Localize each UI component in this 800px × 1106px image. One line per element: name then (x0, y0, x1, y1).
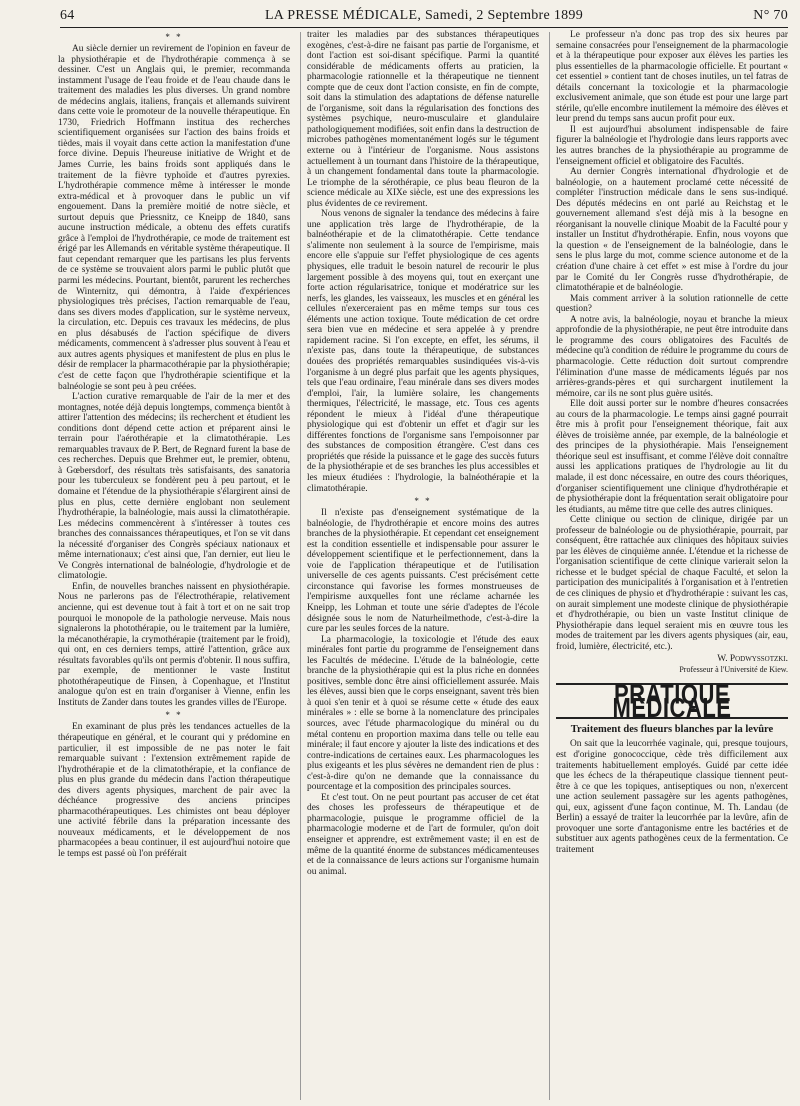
article-title: Traitement des flueurs blanches par la levûre (570, 723, 774, 735)
section-separator: * * (414, 496, 432, 507)
section-separator: * * (165, 710, 183, 721)
header-rule (60, 27, 788, 28)
author-title: Professeur à l'Université de Kiew. (679, 664, 788, 674)
paragraph: Elle doit aussi porter sur le nombre d'heures consacrées au cours de la pharmacologie. Le temps ainsi gagné pourrait être mis à profit pour l'enseignement théorique, fait aux élèves de troisième année, par exemple, de la balnéologie et des principes de la physiothérapie. Mais l'enseignement théorique seul est insuffisant, et comme l'élève doit connaître aussi les applications pratiques de l'hydrologie au lit du malade, il est donc nécessaire, en outre des cours théoriques, d'organiser scientifiquement une clinique d'hydrothérapie et de physiothérapie dont la fréquentation serait obligatoire pour les étudiants, au même titre que celle des autres cliniques. (556, 399, 788, 515)
column-3 (556, 30, 788, 1100)
column-divider (300, 32, 301, 1100)
page-number: 64 (60, 8, 75, 23)
paragraph: En examinant de plus près les tendances actuelles de la thérapeutique en général, et le courant qui y prédomine en particulier, il est impossible de ne pas noter le fait remarquable suivant : l'extension extrêmement rapide de l'hydrothérapie et de la climatothérapie, et la confiance de plus en plus grande du médecin dans l'action thérapeutique des divers agents physiques, marchent de pair avec la déchéance progressive des anciens principes pharmacothérapeutiques. Les chimistes ont beau déployer une activité fébrile dans la préparation incessante des nouveaux médicaments, et le développement de nos pharmacopées a beau continuer, il est aujourd'hui notoire que le temps est passé où l'on préférait (58, 722, 290, 860)
section-separator: * * (165, 32, 183, 42)
paragraph: Au dernier Congrès international d'hydrologie et de balnéologie, on a hautement proclamé cette nécessité de compléter l'instruction médicale dans le sens sus-indiqué. Des députés médecins en ont parlé au Reichstag et le gouvernement allemand s'est déjà mis à la besogne en réorganisant la nouvelle clinique Moabit de la Faculté pour y installer un Institut d'hydrothérapie. Enfin, nous voyons que la question « de l'enseignement de la balnéologie, dans le sens le plus large du mot, comme science autonome et de la création d'une chaire à cet effet » est mise à l'ordre du jour par le Comité du Ier Congrès russe d'hydrothérapie, de climatothérapie et de balnéologie. (556, 167, 788, 294)
paragraph: Au siècle dernier un revirement de l'opinion en faveur de la physiothérapie et de l'hydrothérapie commença à se dessiner. C'est un Anglais qui, le premier, recommanda instamment l'usage de l'eau froide et de l'eau chaude dans le traitement des maladies les plus diverses. Un grand nombre de médecins anglais, italiens, français et allemands suivirent dans cette voie le promoteur de la nouvelle thérapeutique. En 1730, Friedrich Hoffmann institua des recherches scientifiquement organisées sur l'action des bains froids et tièdes, mais il voyait dans cette action la manifestation d'une force divine. Depuis l'heureuse initiative de Wright et de James Currie, les bains froids sont appliqués dans le traitement de la fièvre typhoïde et d'autres pyrexies. L'hydrothérapie commence même à intéresser le monde extra-médical et à provoquer dans le public un vif engouement. Dans la première moitié de notre siècle, et surtout depuis que Priessnitz, ce Kneipp de 1840, sans aucune instruction médicale, a obtenu des effets curatifs grâce à l'emploi de l'hydrothérapie, ce mode de traitement est érigé par les Allemands en véritable système thérapeutique. Il faut cependant remarquer que les partisans les plus fervents de ce système se trouvaient alors parmi le public plutôt que parmi les médecins. Pourtant, bientôt, parurent les recherches de Winternitz, qui démontra, à l'aide d'expériences physiologiques très précises, l'action remarquable de l'eau, dans ses divers modes d'application, sur le système nerveux, la circulation, etc. Depuis ces travaux les médecins, de plus en plus désabusés de l'action spécifique de divers médicaments, commencent à s'adresser plus souvent à l'eau et aux autres agents physiques et manifestent de plus en plus le désir de remplacer la pharmacothérapie par la physiothérapie; c'est de cette façon que l'hydrothérapie scientifique et la balnéologie se sont peu à peu créées. (58, 44, 290, 392)
issue-number: N° 70 (753, 8, 788, 23)
column-divider (549, 32, 550, 1100)
paragraph: Mais comment arriver à la solution rationnelle de cette question? (556, 293, 788, 315)
paragraph: On sait que la leucorrhée vaginale, qui, presque toujours, est d'origine gonococcique, cède très difficilement aux traitements habituellement employés. Guidé par cette idée que les échecs de la thérapeutique classique tiennent peut-être à ce que les topiques, antiseptiques ou non, n'exercent une action seulement passagère sur les agents pathogènes, qui, eux, agissent d'une façon continue, M. Th. Landau (de Berlin) a essayé de traiter la leucorrhée par la levûre, afin de provoquer une sorte d'antagonisme entre les bactéries et de substituer aux agents pathogènes ceux de la fermentation. Ce traitement (556, 739, 788, 855)
paragraph: La pharmacologie, la toxicologie et l'étude des eaux minérales font partie du programme de l'enseignement dans les Facultés de médecine. L'étude de la balnéologie, cette branche de la physiothérapie qui est la plus riche en données positives, semble donc être ainsi officiellement assurée. Mais les élèves, aussi bien que le corps enseignant, savent très bien à quoi s'en tenir et à quoi se résume cette « étude des eaux minérales » : elle se borne à la nomenclature des principales sources, avec l'étude pharmacologique du minéral ou du métal contenu en proportion maxima dans telle ou telle eau minérale; il faut encore y ajouter la liste des indications et des contre-indications de certaines eaux. Les pharmacologues les plus exigeants et les plus sévères ne demandent rien de plus : c'est-à-dire qu'on ne demande que la connaissance du pourcentage et la composition des principales sources. (307, 634, 539, 793)
paragraph: Il est aujourd'hui absolument indispensable de faire figurer la balnéologie et l'hydrologie dans leurs rapports avec les autres branches de la physiothérapie au programme de l'enseignement officiel et obligatoire des Facultés. (556, 124, 788, 167)
paragraph: Et c'est tout. On ne peut pourtant pas accuser de cet état des choses les professeurs de thérapeutique et de pharmacologie, puisque le programme officiel de la pharmacologie moderne et de l'art de formuler, qu'on doit enseigner et apprendre, est extrêmement vaste; il en est de même de la quantité énorme de substances médicamenteuses et de la connaissance de leurs actions sur l'organisme humain ou animal. (307, 792, 539, 877)
column-2 (307, 30, 539, 1100)
paragraph: A notre avis, la balnéologie, noyau et branche la mieux approfondie de la physiothérapie, ne peut être introduite dans le programme des cours obligatoires des Facultés de médecine qu'à condition de réduire le programme du cours de pharmacologie. Cette réduction doit surtout comprendre l'élimination d'une masse de médicaments légués par nos arrières-grands-pères et qui surchargent inutilement la mémoire, car ils ne sont plus guère usités. (556, 314, 788, 399)
paragraph: L'action curative remarquable de l'air de la mer et des montagnes, notée déjà depuis longtemps, commença bientôt à attirer l'attention des médecins; ils recherchent et étudient les conditions dont dépend cette action et préparent ainsi le terrain pour l'aérothérapie et la climatothérapie. Les remarquables travaux de P. Bert, de Regnard furent la base de ces recherches. Depuis que Brehmer eut, le premier, obtenu, à Gœbersdorf, des résultats très satisfaisants, des sanatoria pour les tuberculeux se fondèrent peu à peu partout, et le domaine et l'étendue de la physiothérapie s'élargirent ainsi de plus en plus, cette dernière englobant non seulement l'hydrothérapie, la balnéologie, mais aussi la climatothérapie. Les médecins commencèrent à s'intéresser à toutes ces branches des connaissances thérapeutiques, et l'on se vit dans la nécessité d'organiser des Congrès spéciaux nationaux et même internationaux; c'est ainsi que, l'an dernier, eut lieu le Ve Congrès international de balnéologie, d'hydrologie et de climatologie. (58, 392, 290, 582)
journal-title: LA PRESSE MÉDICALE, Samedi, 2 Septembre 1899 (264, 8, 584, 23)
author-signature: W. Podwyssotzki. (717, 654, 788, 665)
page-header (60, 8, 788, 28)
paragraph: traiter les maladies par des substances thérapeutiques exogènes, c'est-à-dire ne faisant pas partie de l'organisme, et dont l'action est soi-disant spécifique. Parmi la quantité considérable de médicaments offerts au praticien, la pharmacologie rationnelle et la thérapeutique ne tiennent compte que de ceux dont l'action consiste, en fin de compte, soit dans la stimulation des adaptations de défense naturelle de l'organisme, soit dans la régularisation des fonctions des systèmes psychique, neuro-musculaire et glandulaire pathologiquement modifiées, soit enfin dans la destruction de microbes pathogènes momentanément logés sur le tégument externe ou à l'intérieur de l'organisme. Nous assistons actuellement à un tournant dans l'histoire de la thérapeutique, à un changement fondamental dans toute la pharmacologie. Le triomphe de la sérothérapie, ce plus beau fleuron de la science médicale au XIXe siècle, est une des expressions les plus évidentes de ce revirement. (307, 30, 539, 209)
column-1 (58, 30, 290, 1100)
paragraph: Il n'existe pas d'enseignement systématique de la balnéologie, de l'hydrothérapie et encore moins des autres branches de la physiothérapie. Et cependant cet enseignement est la condition essentielle et indispensable pour assurer le développement scientifique et le perfectionnement, dans la voie de l'application thérapeutique et de l'utilisation universelle de ces agents puissants. C'est précisément cette circonstance qui favorise les formes monstrueuses de l'empirisme auxquelles font une réclame acharnée les Kneipp, les Lohman et toute une série d'adeptes de l'école désignée sous le nom de Naturheilmethode, c'est-à-dire la cure par les seules forces de la nature. (307, 508, 539, 635)
paragraph: Nous venons de signaler la tendance des médecins à faire une application très large de l'hydrothérapie, de la balnéothérapie et de la climatothérapie. Cette tendance s'alimente non seulement à la source de l'empirisme, mais encore elle s'appuie sur l'effet physiologique de ces agents physiques, elle traduit le besoin naturel de recourir le plus largement possible à des moyens qui, tout en exerçant une forte action régularisatrice, tonique et modératrice sur les nerfs, les glandes, les vaisseaux, les muscles et en général les cellules n'exerceraient pas en même temps sur tous ces éléments une action toxique. Toute médication de cet ordre sera bien vue en médecine et sera appelée à y prendre rapidement racine. Si l'on excepte, en effet, les sérums, il n'existe pas, dans toute la thérapeutique, de substances douées des propriétés remarquables susindiquées vis-à-vis l'organisme à un degré plus parfait que les agents physiques, tels que l'eau ordinaire, l'eau minérale dans ses divers modes d'emploi, l'air, la lumière solaire, les changements thermiques, l'électricité, le massage, etc. Tous ces agents répondent le mieux à l'idéal d'une thérapeutique physiologique qui est d'obtenir un effet et d'agir sur les différentes fonctions de l'organisme sans l'empoisonner par des substances de composition étrangère. C'est dans ces propriétés que réside la puissance et le gage des succès futurs de la physiothérapie et de ses branches les plus accessibles et les mieux étudiées : l'hydrologie, la balnéothérapie et la climatothérapie. (307, 209, 539, 494)
paragraph: Enfin, de nouvelles branches naissent en physiothérapie. Nous ne parlerons pas de l'électrothérapie, relativement ancienne, qui est devenue tout à fait à tort et on ne sait trop pourquoi le monopole de la pathologie nerveuse. Mais nous signalerons la photothérapie, ou le traitement par la lumière, la mécanothérapie, la crymothérapie (traitement par le froid), qui ont, en ces derniers temps, attiré l'attention, grâce aux résultats favorables qu'ils ont permis d'obtenir. Il nous suffira, par exemple, de mentionner le vaste Institut photothérapeutique de Finsen, à Copenhague, et l'Institut analogue qu'on est en train d'organiser à Vienne, enfin les Instituts de Zander dans toutes les grandes villes de l'Europe. (58, 581, 290, 708)
paragraph: Le professeur n'a donc pas trop des six heures par semaine consacrées pour l'enseignement de la pharmacologie et à la thérapeutique pour exposer aux élèves les parties les plus essentielles de la pharmacologie officielle. Et pourtant « cet essentiel » contient tant de choses inutiles, un tel fatras de détails concernant la toxicologie et la pharmacologie exclusivement animale, que son étude est pour une large part stérile, qu'elle encombre inutilement la mémoire des élèves et leur prend du temps sans aucun profit pour eux. (556, 30, 788, 125)
section-heading: PRATIQUE MÉDICALE (612, 678, 732, 723)
paragraph: Cette clinique ou section de clinique, dirigée par un professeur de balnéologie ou de physiothérapie, pourrait, par conséquent, être rattachée aux cliniques des hôpitaux suivies par les élèves de cinquième année. L'étendue et la richesse de l'organisation scientifique de cette clinique varierait selon la richesse et le budget spécial de chaque Faculté, et selon la participation des municipalités à l'organisation et à l'entretien de ces cliniques de physio et d'hydrothérapie : suivant les cas, on aurait simplement une modeste clinique de physiothérapie et d'hydrothérapie, ou bien un vaste Institut clinique de Physiothérapie dans lequel seraient mis en œuvre tous les modes de traitement par les divers agents physiques (air, eau, froid, lumière, électricité, etc.). (556, 515, 788, 652)
section-banner (556, 678, 788, 723)
